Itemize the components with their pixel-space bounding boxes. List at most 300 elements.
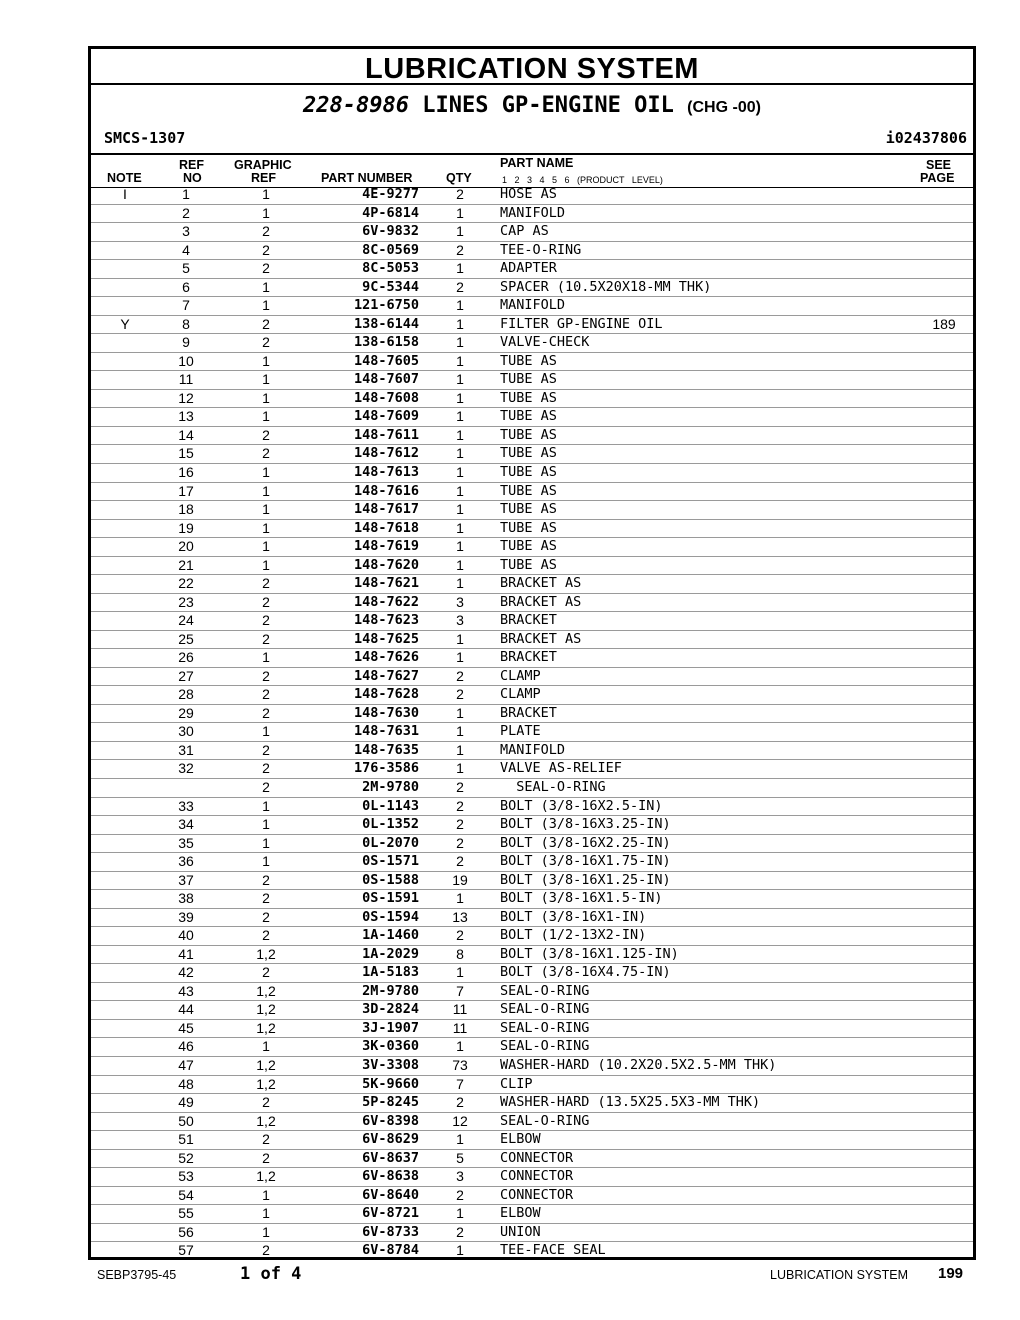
- part-number-cell: 148-7631: [353, 723, 419, 740]
- graphic-ref-cell: 1,2: [256, 1056, 276, 1073]
- ref-no-cell: 9: [182, 334, 190, 351]
- part-name-cell: CLAMP: [500, 667, 541, 684]
- graphic-ref-cell: 2: [262, 241, 270, 258]
- part-number-cell: 148-7611: [353, 426, 419, 443]
- qty-cell: 3: [456, 612, 464, 629]
- part-name-cell: UNION: [500, 1223, 541, 1240]
- qty-cell: 19: [452, 871, 468, 888]
- qty-cell: 5: [456, 1149, 464, 1166]
- col-product-level: 1 2 3 4 5 6 (PRODUCT LEVEL): [502, 175, 663, 185]
- part-name-cell: MANIFOLD: [500, 741, 566, 758]
- qty-cell: 1: [456, 723, 464, 740]
- graphic-ref-cell: 2: [262, 741, 270, 758]
- ref-no-cell: 32: [178, 760, 194, 777]
- qty-cell: 2: [456, 853, 464, 870]
- part-name-cell: CONNECTOR: [500, 1168, 574, 1185]
- table-row: [91, 1242, 973, 1260]
- part-name-cell: FILTER GP-ENGINE OIL: [500, 315, 663, 332]
- qty-cell: 11: [452, 1019, 468, 1036]
- part-number-cell: 148-7630: [353, 704, 419, 721]
- graphic-ref-cell: 2: [262, 426, 270, 443]
- part-number-cell: 4E-9277: [362, 186, 419, 202]
- part-number-cell: 148-7619: [353, 538, 419, 555]
- table-row: [91, 872, 973, 891]
- part-name-cell: BOLT (3/8-16X1.125-IN): [500, 945, 679, 962]
- qty-cell: 2: [456, 797, 464, 814]
- graphic-ref-cell: 2: [262, 1131, 270, 1148]
- ref-no-cell: 10: [178, 352, 194, 369]
- part-number-cell: 5K-9660: [362, 1075, 419, 1092]
- table-row: [91, 705, 973, 724]
- qty-cell: 1: [456, 426, 464, 443]
- qty-cell: 1: [456, 760, 464, 777]
- part-name-cell: SEAL-O-RING: [500, 779, 606, 795]
- graphic-ref-cell: 1: [262, 204, 270, 221]
- qty-cell: 1: [456, 1038, 464, 1055]
- table-row: [91, 186, 973, 205]
- ref-no-cell: 27: [178, 667, 194, 684]
- part-number-cell: 6V-8784: [362, 1242, 419, 1259]
- table-row: [91, 816, 973, 835]
- graphic-ref-cell: 1,2: [256, 982, 276, 999]
- ref-no-cell: 7: [182, 297, 190, 314]
- table-row: [91, 520, 973, 539]
- col-graphic-bottom: REF: [251, 171, 276, 185]
- qty-cell: 1: [456, 408, 464, 425]
- col-see-top: SEE: [926, 158, 952, 172]
- table-row: [91, 1224, 973, 1243]
- part-name-cell: BOLT (3/8-16X1.5-IN): [500, 890, 663, 907]
- part-number-cell: 148-7620: [353, 556, 419, 573]
- table-row: [91, 742, 973, 761]
- table-row: [91, 205, 973, 224]
- qty-cell: 1: [456, 501, 464, 518]
- part-name-cell: MANIFOLD: [500, 297, 566, 314]
- graphic-ref-cell: 1: [262, 297, 270, 314]
- ref-no-cell: 44: [178, 1001, 194, 1018]
- part-number-cell: 148-7635: [353, 741, 419, 758]
- qty-cell: 2: [456, 278, 464, 295]
- qty-cell: 1: [456, 538, 464, 555]
- qty-cell: 1: [456, 519, 464, 536]
- part-number-cell: 148-7605: [353, 352, 419, 369]
- ref-no-cell: 51: [178, 1131, 194, 1148]
- graphic-ref-cell: 2: [262, 1242, 270, 1259]
- graphic-ref-cell: 1: [262, 538, 270, 555]
- part-number-cell: 138-6144: [353, 315, 419, 332]
- table-row: [91, 242, 973, 261]
- ref-no-cell: 18: [178, 501, 194, 518]
- ref-no-cell: 13: [178, 408, 194, 425]
- graphic-ref-cell: 1: [262, 463, 270, 480]
- part-number-cell: 148-7607: [353, 371, 419, 388]
- part-number-cell: 138-6158: [353, 334, 419, 351]
- part-name-cell: SEAL-O-RING: [500, 982, 590, 999]
- part-number-cell: 0S-1571: [362, 853, 419, 870]
- table-row: [91, 927, 973, 946]
- table-row: [91, 390, 973, 409]
- part-name-cell: TUBE AS: [500, 556, 557, 573]
- qty-cell: 7: [456, 1075, 464, 1092]
- table-row: [91, 353, 973, 372]
- part-number-cell: 8C-0569: [362, 241, 419, 258]
- graphic-ref-cell: 1: [262, 186, 270, 202]
- qty-cell: 1: [456, 371, 464, 388]
- qty-cell: 7: [456, 982, 464, 999]
- table-row: [91, 557, 973, 576]
- part-name-cell: SEAL-O-RING: [500, 1112, 590, 1129]
- part-name-cell: CONNECTOR: [500, 1186, 574, 1203]
- part-number-cell: 3J-1907: [362, 1019, 419, 1036]
- graphic-ref-cell: 2: [262, 445, 270, 462]
- graphic-ref-cell: 2: [262, 908, 270, 925]
- ref-no-cell: 4: [182, 241, 190, 258]
- table-row: [91, 1094, 973, 1113]
- part-number-cell: 0S-1594: [362, 908, 419, 925]
- part-name-cell: BOLT (3/8-16X4.75-IN): [500, 964, 671, 981]
- part-number-cell: 1A-5183: [362, 964, 419, 981]
- part-name-cell: TUBE AS: [500, 445, 557, 462]
- graphic-ref-cell: 1: [262, 501, 270, 518]
- graphic-ref-cell: 2: [262, 667, 270, 684]
- part-number-cell: 148-7621: [353, 575, 419, 592]
- qty-cell: 1: [456, 890, 464, 907]
- graphic-ref-cell: 2: [262, 1094, 270, 1111]
- table-row: [91, 501, 973, 520]
- table-row: [91, 279, 973, 298]
- graphic-ref-cell: 1,2: [256, 1075, 276, 1092]
- graphic-ref-cell: 1: [262, 816, 270, 833]
- part-number-cell: 0S-1588: [362, 871, 419, 888]
- table-row: [91, 445, 973, 464]
- col-see-bottom: PAGE: [920, 171, 955, 185]
- group-number: 228-8986: [303, 93, 409, 118]
- part-name-cell: ELBOW: [500, 1205, 541, 1222]
- graphic-ref-cell: 1,2: [256, 1112, 276, 1129]
- part-name-cell: SPACER (10.5X20X18-MM THK): [500, 278, 712, 295]
- qty-cell: 1: [456, 445, 464, 462]
- table-row: [91, 612, 973, 631]
- table-row: [91, 316, 973, 335]
- part-number-cell: 148-7622: [353, 593, 419, 610]
- graphic-ref-cell: 1: [262, 482, 270, 499]
- table-row: [91, 223, 973, 242]
- graphic-ref-cell: 1: [262, 834, 270, 851]
- part-number-cell: 9C-5344: [362, 278, 419, 295]
- table-row: [91, 538, 973, 557]
- table-row: [91, 946, 973, 965]
- qty-cell: 1: [456, 297, 464, 314]
- qty-cell: 2: [456, 834, 464, 851]
- ref-no-cell: 25: [178, 630, 194, 647]
- part-number-cell: 0L-2070: [362, 834, 419, 851]
- graphic-ref-cell: 1: [262, 649, 270, 666]
- ref-no-cell: 28: [178, 686, 194, 703]
- qty-cell: 3: [456, 1168, 464, 1185]
- graphic-ref-cell: 1: [262, 853, 270, 870]
- graphic-ref-cell: 1: [262, 1186, 270, 1203]
- part-number-cell: 3K-0360: [362, 1038, 419, 1055]
- ref-no-cell: 5: [182, 260, 190, 277]
- part-name-cell: ADAPTER: [500, 260, 557, 277]
- ref-no-cell: 40: [178, 927, 194, 944]
- qty-cell: 1: [456, 964, 464, 981]
- part-name-cell: VALVE AS-RELIEF: [500, 760, 622, 777]
- qty-cell: 1: [456, 575, 464, 592]
- table-row: [91, 371, 973, 390]
- ref-no-cell: 43: [178, 982, 194, 999]
- part-name-cell: TUBE AS: [500, 352, 557, 369]
- part-name-cell: CAP AS: [500, 223, 549, 240]
- graphic-ref-cell: 1: [262, 556, 270, 573]
- table-row: [91, 483, 973, 502]
- qty-cell: 1: [456, 630, 464, 647]
- ref-no-cell: 34: [178, 816, 194, 833]
- table-row: [91, 1131, 973, 1150]
- ref-no-cell: 56: [178, 1223, 194, 1240]
- part-number-cell: 6V-8398: [362, 1112, 419, 1129]
- part-name-cell: BOLT (3/8-16X3.25-IN): [500, 816, 671, 833]
- table-row: [91, 427, 973, 446]
- column-headers: [91, 153, 973, 188]
- graphic-ref-cell: 2: [262, 686, 270, 703]
- table-row: [91, 1001, 973, 1020]
- qty-cell: 1: [456, 704, 464, 721]
- part-number-cell: 148-7628: [353, 686, 419, 703]
- part-number-cell: 148-7626: [353, 649, 419, 666]
- ref-no-cell: 30: [178, 723, 194, 740]
- part-name-cell: BOLT (3/8-16X2.25-IN): [500, 834, 671, 851]
- graphic-ref-cell: 2: [262, 593, 270, 610]
- col-part-number: PART NUMBER: [321, 171, 413, 185]
- ref-no-cell: 33: [178, 797, 194, 814]
- part-name-cell: WASHER-HARD (13.5X25.5X3-MM THK): [500, 1094, 761, 1111]
- table-row: [91, 575, 973, 594]
- qty-cell: 1: [456, 463, 464, 480]
- part-name-cell: TUBE AS: [500, 426, 557, 443]
- graphic-ref-cell: 1: [262, 278, 270, 295]
- group-heading: [91, 93, 973, 118]
- part-name-cell: BOLT (1/2-13X2-IN): [500, 927, 647, 944]
- table-row: [91, 1057, 973, 1076]
- qty-cell: 13: [452, 908, 468, 925]
- ref-no-cell: 36: [178, 853, 194, 870]
- sheet-indicator: 1 of 4: [240, 1264, 302, 1284]
- ref-no-cell: 46: [178, 1038, 194, 1055]
- graphic-ref-cell: 1: [262, 408, 270, 425]
- part-name-cell: SEAL-O-RING: [500, 1038, 590, 1055]
- ref-no-cell: 26: [178, 649, 194, 666]
- part-number-cell: 0L-1352: [362, 816, 419, 833]
- ref-no-cell: 15: [178, 445, 194, 462]
- part-number-cell: 148-7623: [353, 612, 419, 629]
- qty-cell: 1: [456, 1205, 464, 1222]
- ref-no-cell: 23: [178, 593, 194, 610]
- part-number-cell: 4P-6814: [362, 204, 419, 221]
- graphic-ref-cell: 1: [262, 389, 270, 406]
- graphic-ref-cell: 2: [262, 315, 270, 332]
- table-row: [91, 464, 973, 483]
- table-row: [91, 686, 973, 705]
- col-ref-bottom: NO: [183, 171, 202, 185]
- illustration-id: i02437806: [885, 129, 967, 147]
- part-number-cell: 2M-9780: [362, 982, 419, 999]
- qty-cell: 2: [456, 927, 464, 944]
- graphic-ref-cell: 2: [262, 704, 270, 721]
- table-row: [91, 798, 973, 817]
- qty-cell: 1: [456, 223, 464, 240]
- qty-cell: 1: [456, 389, 464, 406]
- qty-cell: 3: [456, 593, 464, 610]
- part-number-cell: 3V-3308: [362, 1056, 419, 1073]
- qty-cell: 8: [456, 945, 464, 962]
- change-level: (CHG -00): [687, 99, 761, 116]
- smcs-code: SMCS-1307: [104, 129, 186, 147]
- ref-no-cell: 24: [178, 612, 194, 629]
- ref-no-cell: 42: [178, 964, 194, 981]
- part-name-cell: MANIFOLD: [500, 204, 566, 221]
- table-row: [91, 334, 973, 353]
- graphic-ref-cell: 1: [262, 797, 270, 814]
- part-name-cell: VALVE-CHECK: [500, 334, 590, 351]
- ref-no-cell: 21: [178, 556, 194, 573]
- ref-no-cell: 3: [182, 223, 190, 240]
- section-name: LUBRICATION SYSTEM: [770, 1268, 908, 1282]
- ref-no-cell: 20: [178, 538, 194, 555]
- qty-cell: 2: [456, 241, 464, 258]
- qty-cell: 1: [456, 352, 464, 369]
- qty-cell: 1: [456, 315, 464, 332]
- ref-no-cell: 37: [178, 871, 194, 888]
- table-row: [91, 668, 973, 687]
- table-row: [91, 408, 973, 427]
- qty-cell: 1: [456, 1242, 464, 1259]
- table-row: [91, 1187, 973, 1206]
- part-name-cell: BRACKET AS: [500, 630, 582, 647]
- graphic-ref-cell: 2: [262, 1149, 270, 1166]
- part-number-cell: 3D-2824: [362, 1001, 419, 1018]
- part-number-cell: 148-7617: [353, 501, 419, 518]
- col-qty: QTY: [446, 171, 472, 185]
- table-row: [91, 297, 973, 316]
- part-name-cell: BOLT (3/8-16X1.25-IN): [500, 871, 671, 888]
- part-name-cell: TUBE AS: [500, 408, 557, 425]
- table-row: [91, 1020, 973, 1039]
- part-number-cell: 1A-1460: [362, 927, 419, 944]
- graphic-ref-cell: 1: [262, 519, 270, 536]
- graphic-ref-cell: 1: [262, 1038, 270, 1055]
- ref-no-cell: 53: [178, 1168, 194, 1185]
- ref-no-cell: 48: [178, 1075, 194, 1092]
- table-row: [91, 649, 973, 668]
- ref-no-cell: 49: [178, 1094, 194, 1111]
- see-page-cell: 189: [932, 315, 956, 332]
- part-name-cell: TEE-FACE SEAL: [500, 1242, 606, 1259]
- part-number-cell: 6V-8721: [362, 1205, 419, 1222]
- qty-cell: 2: [456, 1094, 464, 1111]
- graphic-ref-cell: 1,2: [256, 1168, 276, 1185]
- part-number-cell: 1A-2029: [362, 945, 419, 962]
- table-row: [91, 1150, 973, 1169]
- part-number-cell: 8C-5053: [362, 260, 419, 277]
- qty-cell: 1: [456, 260, 464, 277]
- col-note: NOTE: [107, 171, 142, 185]
- qty-cell: 1: [456, 556, 464, 573]
- part-name-cell: BRACKET AS: [500, 575, 582, 592]
- table-row: [91, 909, 973, 928]
- part-name-cell: BRACKET: [500, 704, 557, 721]
- part-name-cell: BOLT (3/8-16X1.75-IN): [500, 853, 671, 870]
- qty-cell: 1: [456, 1131, 464, 1148]
- ref-no-cell: 31: [178, 741, 194, 758]
- ref-no-cell: 12: [178, 389, 194, 406]
- part-name-cell: BRACKET: [500, 612, 557, 629]
- document-number: SEBP3795-45: [97, 1268, 177, 1282]
- note-cell: I: [123, 186, 127, 202]
- part-number-cell: 148-7609: [353, 408, 419, 425]
- graphic-ref-cell: 2: [262, 575, 270, 592]
- part-name-cell: CLIP: [500, 1075, 533, 1092]
- table-row: [91, 1205, 973, 1224]
- page-number: 199: [938, 1265, 964, 1282]
- graphic-ref-cell: 1: [262, 352, 270, 369]
- part-name-cell: BOLT (3/8-16X2.5-IN): [500, 797, 663, 814]
- ref-no-cell: 29: [178, 704, 194, 721]
- graphic-ref-cell: 1: [262, 723, 270, 740]
- table-row: [91, 835, 973, 854]
- qty-cell: 2: [456, 1186, 464, 1203]
- part-number-cell: 121-6750: [353, 297, 419, 314]
- ref-no-cell: 39: [178, 908, 194, 925]
- table-row: [91, 260, 973, 279]
- ref-no-cell: 6: [182, 278, 190, 295]
- part-number-cell: 148-7613: [353, 463, 419, 480]
- part-number-cell: 148-7612: [353, 445, 419, 462]
- ref-no-cell: 2: [182, 204, 190, 221]
- part-name-cell: ELBOW: [500, 1131, 541, 1148]
- part-name-cell: BRACKET: [500, 649, 557, 666]
- ref-no-cell: 11: [178, 371, 194, 388]
- graphic-ref-cell: 2: [262, 612, 270, 629]
- graphic-ref-cell: 2: [262, 871, 270, 888]
- part-name-cell: CONNECTOR: [500, 1149, 574, 1166]
- table-row: [91, 890, 973, 909]
- ref-no-cell: 52: [178, 1149, 194, 1166]
- graphic-ref-cell: 2: [262, 630, 270, 647]
- graphic-ref-cell: 1: [262, 1205, 270, 1222]
- ref-no-cell: 47: [178, 1056, 194, 1073]
- graphic-ref-cell: 2: [262, 223, 270, 240]
- part-number-cell: 6V-8637: [362, 1149, 419, 1166]
- part-name-cell: TUBE AS: [500, 519, 557, 536]
- graphic-ref-cell: 2: [262, 964, 270, 981]
- part-number-cell: 2M-9780: [362, 779, 419, 795]
- part-number-cell: 0L-1143: [362, 797, 419, 814]
- ref-no-cell: 54: [178, 1186, 194, 1203]
- part-name-cell: TUBE AS: [500, 501, 557, 518]
- ref-no-cell: 55: [178, 1205, 194, 1222]
- graphic-ref-cell: 1: [262, 1223, 270, 1240]
- table-row: [91, 1168, 973, 1187]
- ref-no-cell: 1: [182, 186, 190, 202]
- part-name-cell: TUBE AS: [500, 482, 557, 499]
- table-row: [91, 983, 973, 1002]
- note-cell: Y: [120, 315, 130, 332]
- parts-list-frame: [88, 46, 976, 1260]
- part-number-cell: 6V-8629: [362, 1131, 419, 1148]
- table-row: [91, 594, 973, 613]
- part-name-cell: TUBE AS: [500, 463, 557, 480]
